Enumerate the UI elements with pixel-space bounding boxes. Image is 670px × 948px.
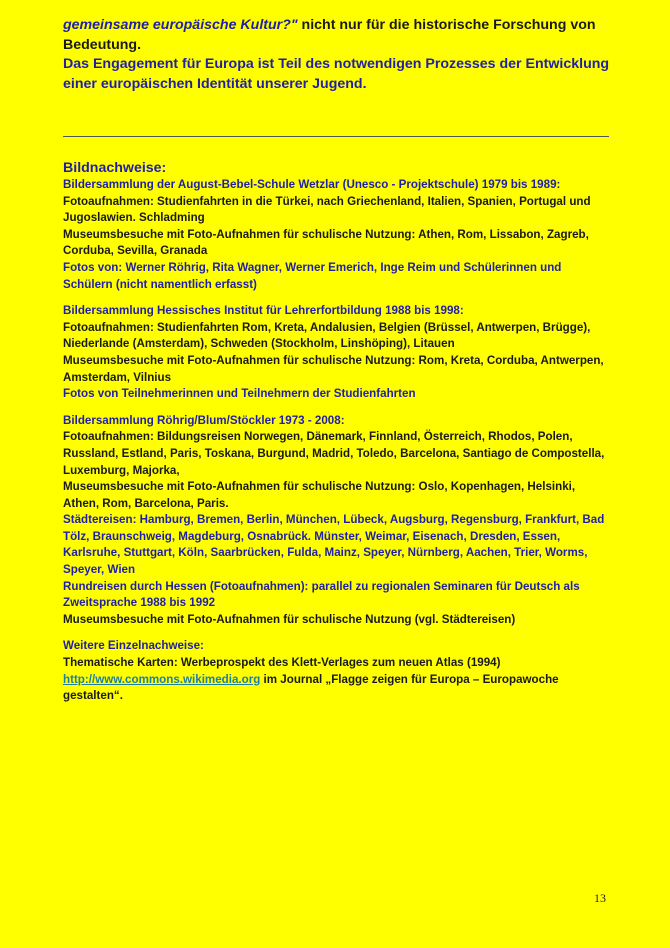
section-weitere-einzelnachweise	[63, 638, 611, 704]
section-2-line-3: Fotos von Teilnehmerinnen und Teilnehmern der Studienfahrten	[63, 387, 416, 401]
wikimedia-link[interactable]: http://www.commons.wikimedia.org	[63, 672, 261, 686]
section-hilf	[63, 303, 611, 403]
section-4-line-1: Thematische Karten: Werbeprospekt des Klett-Verlages zum neuen Atlas (1994)	[63, 656, 501, 670]
bildnachweise-heading: Bildnachweise:	[63, 160, 167, 176]
divider-line	[63, 136, 609, 137]
section-3-line-4: Rundreisen durch Hessen (Fotoaufnahmen): parallel zu regionalen Seminaren für Deutsch als Zweitsprache 1988 bis 1992	[63, 579, 580, 610]
section-1-line-1: Fotoaufnahmen: Studienfahrten in die Türkei, nach Griechenland, Italien, Spanien, Portugal und Jugoslawien. Schladming	[63, 194, 591, 225]
section-3-line-3: Städtereisen: Hamburg, Bremen, Berlin, München, Lübeck, Augsburg, Regensburg, Frankfurt, Bad Tölz, Braunschweig, Magdeburg, Osnabrück. Münster, Weimar, Eisenach, Dresden, Essen, Karlsruhe, Stuttgart, Köln, Saarbrücken, Fulda, Mainz, Speyer, Nürnberg, Aachen, Trier, Worms, Speyer, Wien	[63, 513, 605, 577]
section-3-line-2: Museumsbesuche mit Foto-Aufnahmen für schulische Nutzung: Oslo, Kopenhagen, Helsinki, Athen, Rom, Barcelona, Paris.	[63, 480, 576, 510]
intro-italic-quote: gemeinsame europäische Kultur?"	[63, 17, 298, 33]
intro-line-2: Das Engagement für Europa ist Teil des notwendigen Prozesses der Entwicklung einer europäischen Identität unserer Jugend.	[63, 56, 610, 92]
section-2-line-1: Fotoaufnahmen: Studienfahrten Rom, Kreta, Andalusien, Belgien (Brüssel, Antwerpen, Brügge), Niederlande (Amsterdam), Schweden (Stockholm, Linshöping), Litauen	[63, 320, 591, 351]
section-3-line-1: Fotoaufnahmen: Bildungsreisen Norwegen, Dänemark, Finnland, Österreich, Rhodos, Polen, Russland, Estland, Paris, Toskana, Burgund, Madrid, Toledo, Barcelona, Santiago de Compostella, Luxemburg, Majorka,	[63, 430, 605, 477]
section-1-title: Bildersammlung der August-Bebel-Schule Wetzlar (Unesco - Projektschule) 1979 bis 1989:	[63, 178, 561, 191]
section-4-link-rest: im Journal „Flagge zeigen für Europa – Europawoche gestalten“.	[63, 672, 559, 703]
section-abs-wetzlar	[63, 177, 611, 293]
intro-line-1-rest: nicht nur für die historische Forschung von Bedeutung.	[63, 17, 596, 53]
section-3-line-5: Museumsbesuche mit Foto-Aufnahmen für schulische Nutzung (vgl. Städtereisen)	[63, 612, 516, 626]
intro-line-1	[63, 16, 611, 55]
section-2-title: Bildersammlung Hessisches Institut für Lehrerfortbildung 1988 bis 1998:	[63, 304, 464, 318]
section-4-title: Weitere Einzelnachweise:	[63, 639, 204, 653]
section-roehrig-blum-stoeckler	[63, 413, 611, 629]
document-page	[63, 16, 611, 705]
section-2-line-2: Museumsbesuche mit Foto-Aufnahmen für schulische Nutzung: Rom, Kreta, Corduba, Antwerpen, Amsterdam, Vilnius	[63, 353, 604, 384]
page-number: 13	[594, 891, 606, 905]
intro-paragraph	[63, 16, 611, 94]
section-1-line-2: Museumsbesuche mit Foto-Aufnahmen für schulische Nutzung: Athen, Rom, Lissabon, Zagreb, Corduba, Sevilla, Granada	[63, 227, 589, 258]
section-3-title: Bildersammlung Röhrig/Blum/Stöckler 1973 - 2008:	[63, 413, 345, 427]
section-1-line-3: Fotos von: Werner Röhrig, Rita Wagner, Werner Emerich, Inge Reim und Schülerinnen und Schülern (nicht namentlich erfasst)	[63, 260, 562, 291]
section-4-line-2	[63, 672, 611, 705]
